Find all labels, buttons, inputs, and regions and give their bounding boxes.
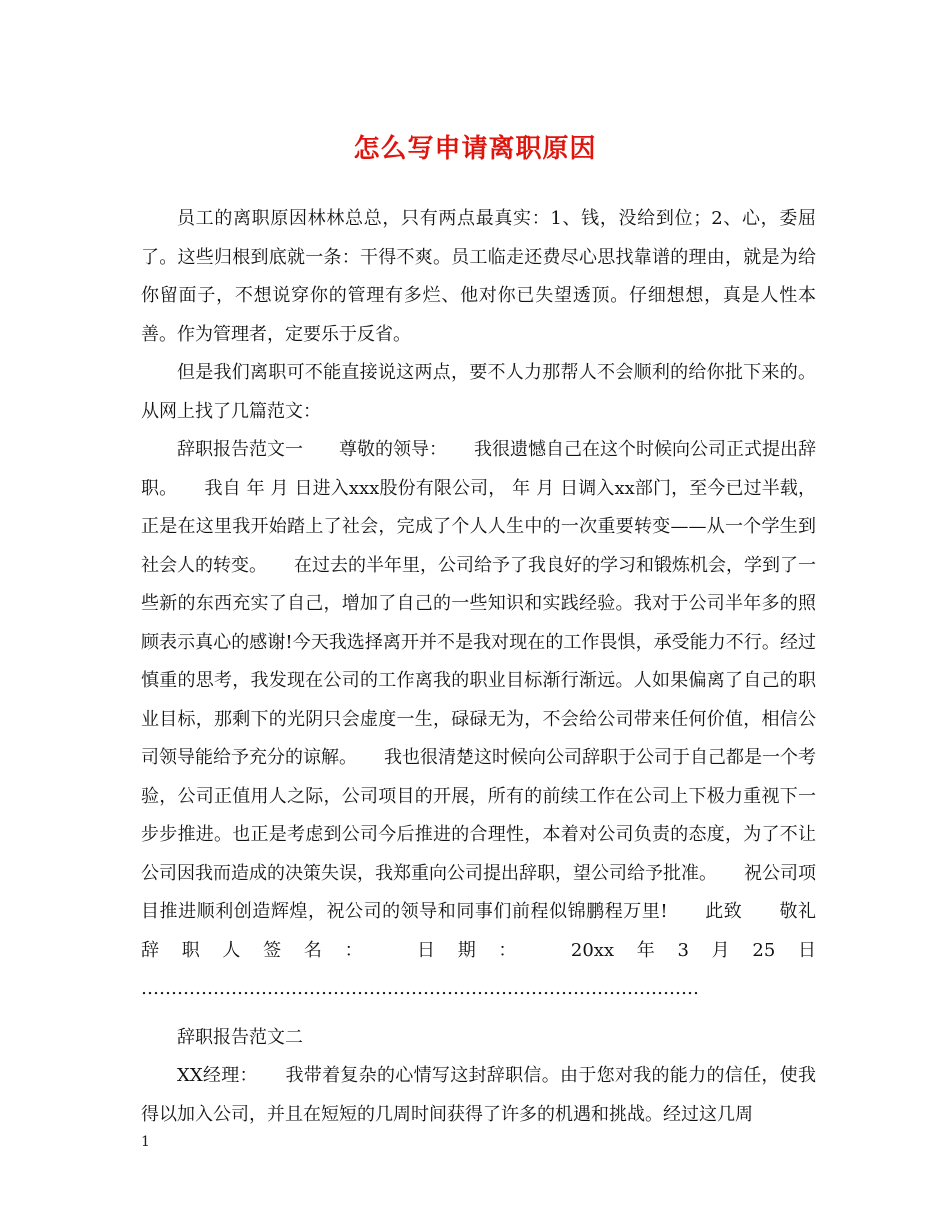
paragraph-sample-two-heading: 辞职报告范文二 <box>177 1026 303 1048</box>
paragraph-intro: 员工的离职原因林林总总，只有两点最真实：1、钱，没给到位；2、心，委屈了。这些归根到底就一条：干得不爽。员工临走还费尽心思找靠谱的理由，就是为给你留面子，不想说穿你的管理有多烂、他对你已失望透顶。仔细想想，真是人性本善。作为管理者，定要乐于反省。 <box>141 208 816 345</box>
page-number: 1 <box>141 1134 150 1150</box>
paragraph-sample-one: 辞职报告范文一 尊敬的领导： 我很遗憾自己在这个时候向公司正式提出辞职。 我自 年 月 日进入xxx股份有限公司， 年 月 日调入xx部门，至今已过半载，正是在这里我开始踏上了社会，完成了个人人生中的一次重要转变——从一个学生到社会人的转变。 在过去的半年里，公司给予了我良好的学习和锻炼机会，学到了一些新的东西充实了自己，增加了自己的一些知识和实践经验。我对于公司半年多的照顾表示真心的感谢!今天我选择离开并不是我对现在的工作畏惧，承受能力不行。经过慎重的思考，我发现在公司的工作离我的职业目标渐行渐远。人如果偏离了自己的职业目标，那剩下的光阴只会虚度一生，碌碌无为，不会给公司带来任何价值，相信公司领导能给予充分的谅解。 我也很清楚这时候向公司辞职于公司于自己都是一个考验，公司正值用人之际，公司项目的开展，所有的前续工作在公司上下极力重视下一步步推进。也正是考虑到公司今后推进的合理性，本着对公司负责的态度，为了不让公司因我而造成的决策失误，我郑重向公司提出辞职，望公司给予批准。 祝公司项目推进顺利创造辉煌，祝公司的领导和同事们前程似锦鹏程万里! 此致 敬礼 辞职人签名： 日期： 20xx年3月25日 ………………………………………………………………………………… <box>141 439 852 999</box>
document-title: 怎么写申请离职原因 <box>353 134 597 164</box>
paragraph-transition: 但是我们离职可不能直接说这两点，要不人力那帮人不会顺利的给你批下来的。从网上找了几篇范文： <box>141 362 816 422</box>
paragraph-sample-two-body: XX经理： 我带着复杂的心情写这封辞职信。由于您对我的能力的信任，使我得以加入公司，并且在短短的几周时间获得了许多的机遇和挑战。经过这几周 <box>141 1065 816 1125</box>
document-body <box>141 200 852 1134</box>
